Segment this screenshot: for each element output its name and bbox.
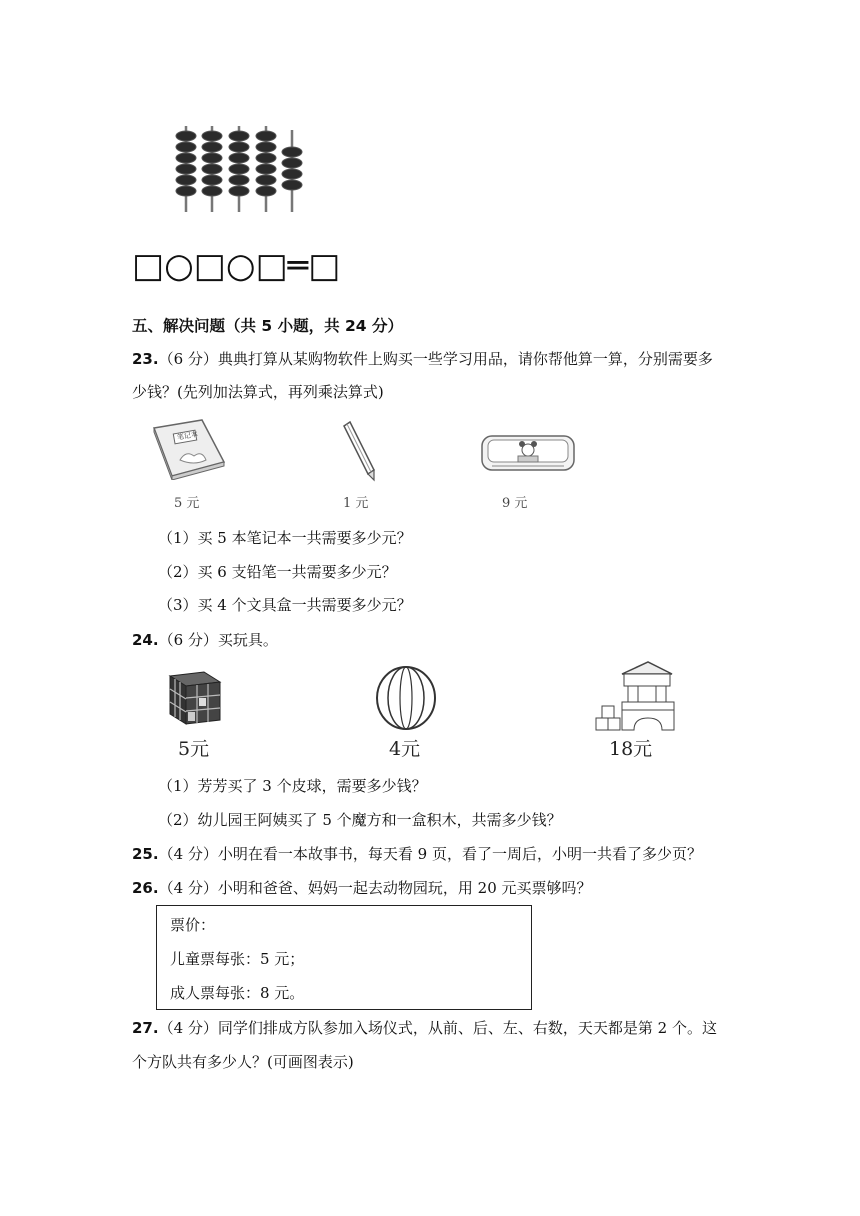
q26-text: 小明和爸爸、妈妈一起去动物园玩，用 20 元买票够吗？	[217, 879, 592, 897]
pencil-case-icon	[480, 430, 576, 474]
notebook-cover-text: 笔记本	[176, 430, 199, 442]
pencil-price: 1 元	[343, 496, 369, 511]
q23-number: 23.	[132, 350, 159, 368]
pencil-case-image	[480, 430, 576, 474]
q23-text-line1: 典典打算从某购物软件上购买一些学习用品，请你帮他算一算，分别需要多	[217, 350, 713, 368]
equals-sign: ═	[287, 246, 309, 286]
q24-line	[132, 630, 278, 650]
q26-score: （4 分）	[158, 879, 218, 897]
notebook-image	[150, 418, 228, 480]
q25-line	[132, 844, 702, 864]
q23-sub1: （1）买 5 本笔记本一共需要多少元？	[158, 529, 412, 547]
q26-number: 26.	[132, 879, 159, 897]
cube-price: 5元	[178, 738, 210, 760]
q24-number: 24.	[132, 631, 159, 649]
answer-blank-1[interactable]: □	[132, 246, 165, 286]
abacus-image	[170, 122, 310, 218]
building-blocks-image	[592, 660, 684, 732]
abacus-equation	[132, 246, 422, 286]
q23-sub2: （2）买 6 支铅笔一共需要多少元？	[158, 563, 397, 581]
operator-blank-2[interactable]: ○	[225, 246, 256, 286]
section-title: 五、解决问题（共 5 小题，共 24 分）	[132, 317, 403, 335]
building-blocks-icon	[592, 660, 684, 732]
pencil-icon	[340, 420, 380, 482]
blocks-price: 18元	[609, 738, 653, 760]
q25-score: （4 分）	[158, 845, 218, 863]
q27-number: 27.	[132, 1019, 159, 1037]
q23-sub3: （3）买 4 个文具盒一共需要多少元？	[158, 596, 412, 614]
answer-blank-3[interactable]: □	[255, 246, 288, 286]
q27-score: （4 分）	[158, 1019, 218, 1037]
q27-text-line2: 个方队共有多少人？(可画图表示)	[132, 1053, 354, 1071]
ball-image	[374, 664, 438, 732]
answer-blank-result[interactable]: □	[308, 246, 341, 286]
notebook-price: 5 元	[174, 496, 200, 511]
q24-sub2: （2）幼儿园王阿姨买了 5 个魔方和一盒积木，共需多少钱？	[158, 811, 562, 829]
abacus-icon	[170, 122, 310, 218]
q23-line1	[132, 349, 713, 369]
pencil-image	[340, 420, 380, 482]
adult-ticket-price: 成人票每张：8 元。	[170, 984, 305, 1002]
q24-text: 买玩具。	[217, 631, 278, 649]
operator-blank-1[interactable]: ○	[164, 246, 194, 286]
q25-text: 小明在看一本故事书，每天看 9 页，看了一周后，小明一共看了多少页？	[217, 845, 702, 863]
q27-text-line1: 同学们排成方队参加入场仪式，从前、后、左、右数，天天都是第 2 个。这	[217, 1019, 717, 1037]
notebook-icon	[150, 418, 228, 480]
ticket-price-box	[156, 905, 532, 1010]
pencil-case-price: 9 元	[502, 496, 528, 511]
q25-number: 25.	[132, 845, 159, 863]
q24-sub1: （1）芳芳买了 3 个皮球，需要多少钱？	[158, 777, 427, 795]
ticket-box-title: 票价：	[170, 916, 216, 934]
child-ticket-price: 儿童票每张：5 元；	[170, 950, 305, 968]
rubiks-cube-image	[166, 668, 224, 726]
ball-icon	[374, 664, 438, 732]
answer-blank-2[interactable]: □	[193, 246, 226, 286]
q24-score: （6 分）	[158, 631, 218, 649]
rubiks-cube-icon	[166, 668, 224, 726]
q27-line1	[132, 1018, 717, 1038]
ball-price: 4元	[389, 738, 421, 760]
q26-line	[132, 878, 592, 898]
q23-text-line2: 少钱？(先列加法算式，再列乘法算式)	[132, 383, 384, 401]
q23-score: （6 分）	[158, 350, 218, 368]
